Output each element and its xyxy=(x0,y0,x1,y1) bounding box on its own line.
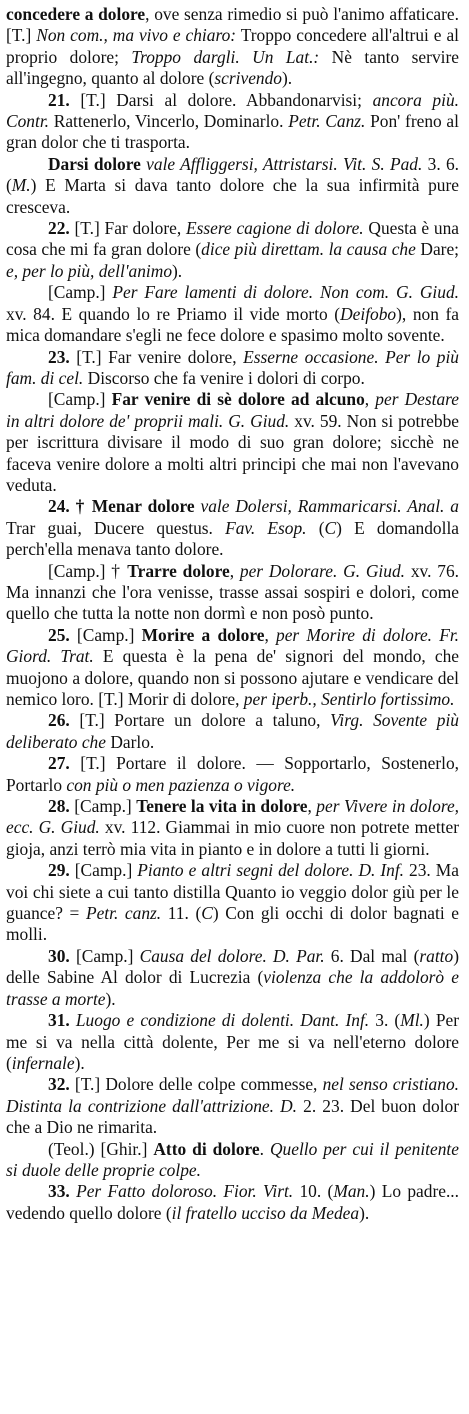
text-run: Pon' freno al gran dolor che ti trasporta. xyxy=(6,111,459,153)
text-run: [ xyxy=(69,89,87,110)
entry-paragraph xyxy=(6,389,459,496)
italic-run: Deifobo xyxy=(340,303,397,324)
entry-paragraph xyxy=(6,90,459,154)
bold-run: Darsi dolore xyxy=(48,153,141,174)
entry-paragraph xyxy=(6,1139,459,1182)
text-run: xv. 84. E quando lo re Priamo il vide morto ( xyxy=(6,303,341,324)
text-run: ] Far venire dolore, xyxy=(95,346,244,367)
text-run: ) Per me si va nella città dolente, Per me si va nell'eterno dolore ( xyxy=(6,1010,460,1073)
bold-run: 27. xyxy=(48,753,70,774)
smallcaps-run: T. xyxy=(80,1074,95,1095)
text-run: ) Con gli occhi di dolor bagnati e molli. xyxy=(6,903,459,945)
text-run: ). xyxy=(282,68,293,89)
italic-run: per Destare in altri dolore de' proprii mali. G. Giud. xyxy=(6,389,460,431)
text-run: ). xyxy=(172,260,183,281)
text-run: 6. Dal mal ( xyxy=(324,945,420,966)
bold-run: 26. xyxy=(48,710,70,731)
entry-paragraph xyxy=(6,347,459,390)
smallcaps-run: T. xyxy=(86,89,100,110)
text-run: [ xyxy=(69,710,86,731)
entry-paragraph xyxy=(6,1010,459,1074)
text-run: 3. 6. ( xyxy=(6,153,459,196)
bold-run: Trarre dolore xyxy=(127,560,230,581)
text-run: , xyxy=(307,796,317,817)
text-run: Questa è una cosa che mi fa gran dolore ( xyxy=(6,218,460,260)
entry-paragraph xyxy=(6,218,459,282)
bold-run: 21. xyxy=(48,89,70,110)
bold-run: 28. xyxy=(48,796,70,817)
bold-run: Atto di dolore xyxy=(153,1138,260,1159)
text-run: [ xyxy=(69,1074,81,1095)
italic-run: M. xyxy=(11,175,31,196)
italic-run: Troppo dargli. Un Lat.: xyxy=(131,46,320,67)
italic-run: Fav. Esop. xyxy=(225,517,307,538)
italic-run: Per Fare lamenti di dolore. Non com. G. Giud. xyxy=(112,282,459,303)
text-run: 23. Ma voi chi siete a cui tanto distilla Quanto io veggio dolor giù per le guance? = xyxy=(6,860,459,924)
text-run: ( xyxy=(306,517,325,538)
text-run: 11. ( xyxy=(161,903,202,924)
text-run: ] Far dolore, xyxy=(93,218,186,239)
entry-paragraph xyxy=(6,496,459,560)
text-run: [ xyxy=(69,346,83,367)
bold-run: concedere a dolore xyxy=(6,4,146,24)
smallcaps-run: T. xyxy=(86,753,100,774)
text-run: Dare; xyxy=(415,239,460,260)
entry-paragraph xyxy=(6,561,459,625)
text-run: (Teol.) [Ghir.] xyxy=(48,1138,154,1159)
italic-run: vale Affliggersi, Attristarsi. Vit. S. Pad. xyxy=(146,153,423,174)
italic-run: ratto xyxy=(419,945,454,966)
bold-run: 31. xyxy=(48,1010,70,1031)
text-run: [Camp.] † xyxy=(48,560,128,581)
italic-run: con più o men pazienza o vigore. xyxy=(66,774,296,795)
italic-run: per Vivere in dolore, ecc. G. Giud. xyxy=(6,796,460,838)
text-run: ) delle Sabine Al dolor di Lucrezia ( xyxy=(6,945,459,988)
text-run: xv. 76. Ma innanzi che l'ora venisse, trasse assai sospiri e dolori, come quello che tutta la notte non dormì e non posò punto. xyxy=(6,560,459,624)
italic-run: il fratello ucciso da Medea xyxy=(171,1202,360,1223)
text-run: 10. ( xyxy=(293,1181,334,1202)
entry-paragraph xyxy=(6,282,459,346)
italic-run: e, per lo più, dell'animo xyxy=(6,260,173,281)
entry-paragraph xyxy=(6,860,459,946)
text-run: ] Morir di dolore, xyxy=(117,689,244,709)
entry-paragraph xyxy=(6,796,459,860)
italic-run: ancora più. Contr. xyxy=(6,89,459,132)
text-run: [Camp.] xyxy=(69,860,138,881)
italic-run: violenza che la addolorò e trasse a morte xyxy=(6,967,459,1009)
italic-run: vale Dolersi, Rammaricarsi. Anal. a xyxy=(200,496,459,517)
text-run: Trar guai, Ducere questus. xyxy=(6,517,226,538)
italic-run: Petr. canz. xyxy=(85,903,162,924)
text-run: Discorso che fa venire i dolori di corpo. xyxy=(83,367,365,388)
italic-run: Essere cagione di dolore. xyxy=(185,218,364,239)
italic-run: C xyxy=(201,903,213,924)
italic-run: Quello per cui il penitente si duole delle proprie colpe. xyxy=(6,1138,459,1180)
italic-run: per iperb., Sentirlo fortissimo. xyxy=(243,689,455,709)
text-run: [Camp.] xyxy=(69,796,137,817)
text-run: , xyxy=(229,560,240,581)
italic-run: dice più direttam. la causa che xyxy=(201,239,416,260)
italic-run: Ml. xyxy=(400,1010,424,1031)
bold-run: 32. xyxy=(48,1074,70,1095)
text-run: [Camp.] xyxy=(69,624,142,645)
text-run: ). xyxy=(74,1052,85,1073)
text-run: ] Portare un dolore a taluno, xyxy=(98,710,331,731)
text-run: [Camp.] xyxy=(69,945,140,966)
text-run: ). xyxy=(359,1202,370,1223)
continuation-paragraph xyxy=(6,4,459,90)
entry-paragraph xyxy=(6,946,459,1010)
text-run: Troppo concedere all'altrui e al proprio dolore; xyxy=(6,25,460,67)
text-run: ] xyxy=(25,25,37,46)
entry-paragraph xyxy=(6,1074,459,1138)
bold-run: 25. xyxy=(48,624,70,645)
italic-run: per Morire di dolore. Fr. Giord. Trat. xyxy=(6,624,460,667)
text-run: ] Portare il dolore. — Sopportarlo, Sostenerlo, Portarlo xyxy=(6,753,460,795)
italic-run: Pianto e altri segni del dolore. D. Inf. xyxy=(137,860,405,881)
italic-run: Man. xyxy=(333,1181,370,1202)
text-run: , xyxy=(264,624,277,645)
text-run: ), non fa mica domandare s'egli ne fece dolore e spasimo molto sovente. xyxy=(6,303,459,346)
text-run: Rattenerlo, Vincerlo, Dominarlo. xyxy=(49,111,289,132)
smallcaps-run: T. xyxy=(80,218,94,239)
text-run: [ xyxy=(69,218,81,239)
italic-run: Per Fatto doloroso. Fior. Virt. xyxy=(76,1181,294,1202)
text-run: ) Lo padre... vedendo quello dolore ( xyxy=(6,1181,459,1223)
bold-run: 22. xyxy=(48,218,70,239)
text-run: , ove senza rimedio si può l'animo affaticare. [ xyxy=(6,4,459,46)
bold-run: 24. † Menar dolore xyxy=(48,496,195,517)
bold-run: 33. xyxy=(48,1181,70,1202)
entry-paragraph xyxy=(6,1181,459,1224)
text-run: [ xyxy=(69,753,87,774)
text-run: xv. 112. Giammai in mio cuore non potrete metter gioja, anzi terrò mia vita in pianto e in dolore a tutti li giorni. xyxy=(6,817,459,859)
entry-paragraph xyxy=(6,625,459,711)
text-run: Darlo. xyxy=(105,731,155,752)
text-run: E questa è la pena de' signori del mondo, che muojono a dolore, quando non si possono ajutare e vendicare del nemico loro. [ xyxy=(6,646,460,709)
bold-run: 23. xyxy=(48,346,70,367)
italic-run: Luogo e condizione di dolenti. Dant. Inf. xyxy=(75,1010,370,1031)
text-run: Nè tanto servire all'ingegno, quanto al dolore ( xyxy=(6,46,459,89)
text-run: . xyxy=(259,1138,270,1159)
italic-run: scrivendo xyxy=(214,68,283,89)
text-run: xv. 59. Non si potrebbe per iscrittura divisare il modo di suo gran dolore; sicchè ne faceva venire dolore a molti altri principi che mai non l'avevano veduta. xyxy=(6,410,459,495)
text-run: ] Darsi al dolore. Abbandonarvisi; xyxy=(99,89,373,110)
smallcaps-run: T. xyxy=(82,346,96,367)
smallcaps-run: T. xyxy=(104,689,118,709)
smallcaps-run: T. xyxy=(85,710,99,731)
text-run: , xyxy=(364,389,376,410)
bold-run: 30. xyxy=(48,945,70,966)
entry-paragraph xyxy=(6,710,459,753)
bold-run: Morire a dolore xyxy=(141,624,265,645)
text-run: 2. 23. Del buon dolor che a Dio ne rimarita. xyxy=(6,1095,460,1138)
bold-run: 29. xyxy=(48,860,70,881)
italic-run: C xyxy=(324,517,337,538)
entry-paragraph xyxy=(6,753,459,796)
text-run: ). xyxy=(105,988,116,1009)
italic-run: Virg. Sovente più deliberato che xyxy=(6,710,460,752)
italic-run: infernale xyxy=(11,1052,75,1073)
bold-run: Far venire di sè dolore ad alcuno xyxy=(111,389,365,410)
text-run: ) E domandolla perch'ella menava tanto dolore. xyxy=(6,517,460,560)
italic-run: Non com., ma vivo e chiaro: xyxy=(36,25,237,46)
text-run: ) E Marta si dava tanto dolore che la sua infirmità pure cresceva. xyxy=(6,175,459,217)
italic-run: per Dolorare. G. Giud. xyxy=(239,560,405,581)
smallcaps-run: T. xyxy=(11,25,26,46)
text-run: ] Dolore delle colpe commesse, xyxy=(94,1074,323,1095)
italic-run: Petr. Canz. xyxy=(288,111,366,132)
italic-run: Causa del dolore. D. Par. xyxy=(139,945,325,966)
entry-paragraph xyxy=(6,154,459,218)
text-run: 3. ( xyxy=(369,1010,401,1031)
italic-run: nel senso cristiano. Distinta la contrizione dall'attrizione. D. xyxy=(6,1074,459,1116)
bold-run: Tenere la vita in dolore xyxy=(136,796,308,817)
text-run: [Camp.] xyxy=(48,282,113,303)
italic-run: Esserne occasione. Per lo più fam. di cel. xyxy=(6,346,459,388)
text-run: [Camp.] xyxy=(48,389,112,410)
